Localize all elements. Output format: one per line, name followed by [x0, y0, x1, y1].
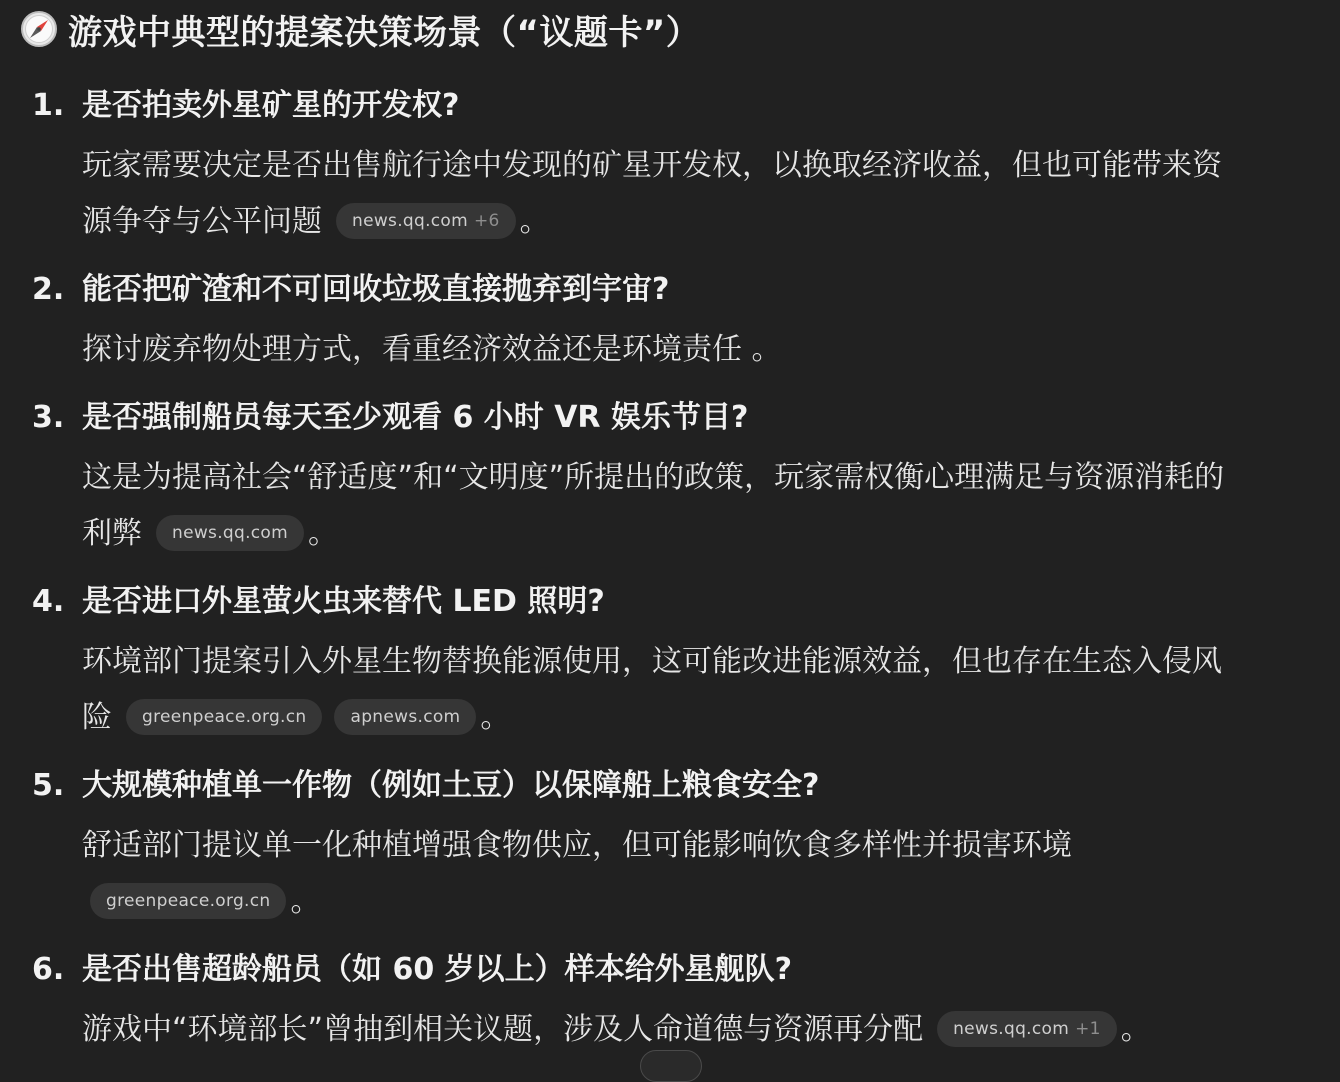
chip-label: greenpeace.org.cn: [142, 706, 307, 727]
item-description: [82, 450, 1304, 562]
sentence-end: 。: [519, 204, 550, 239]
section-heading: [20, 6, 700, 52]
scroll-to-bottom-button[interactable]: [640, 1050, 702, 1082]
chip-count: +6: [474, 210, 500, 231]
sentence-end: 。: [308, 516, 338, 551]
desc-line: 环境部门提案引入外星生物替换能源使用，这可能改进能源效益，但也存在生态入侵风: [82, 644, 1222, 679]
item-number: 3.: [32, 400, 65, 435]
chip-count: +1: [1075, 1018, 1101, 1039]
compass-icon: [20, 10, 58, 48]
desc-line: 利弊: [82, 516, 142, 551]
item-description: [82, 1002, 1304, 1058]
item-description: [82, 818, 1304, 930]
desc-line: 玩家需要决定是否出售航行途中发现的矿星开发权，以换取经济收益，但也可能带来资: [82, 148, 1222, 183]
desc-line: 这是为提高社会“舒适度”和“文明度”所提出的政策，玩家需权衡心理满足与资源消耗的: [82, 460, 1225, 495]
item-description: [82, 138, 1304, 250]
chip-label: news.qq.com: [352, 210, 468, 231]
desc-line: 舒适部门提议单一化种植增强食物供应，但可能影响饮食多样性并损害环境: [82, 828, 1072, 863]
item-number: 4.: [32, 584, 65, 619]
item-number: 1.: [32, 88, 65, 123]
item-question: 是否进口外星萤火虫来替代 LED 照明?: [82, 584, 605, 619]
item-number: 2.: [32, 272, 65, 307]
sentence-end: 。: [1120, 1012, 1151, 1047]
chip-label: news.qq.com: [172, 522, 288, 543]
item-number: 5.: [32, 768, 65, 803]
item-question: 大规模种植单一作物（例如土豆）以保障船上粮食安全?: [82, 768, 820, 803]
item-description: [82, 634, 1304, 746]
desc-line: 探讨废弃物处理方式，看重经济效益还是环境责任 。: [82, 332, 782, 367]
desc-line: 游戏中“环境部长”曾抽到相关议题，涉及人命道德与资源再分配: [82, 1012, 924, 1047]
item-number: 6.: [32, 952, 65, 987]
citation-chip[interactable]: [336, 203, 516, 239]
citation-chip[interactable]: [126, 699, 322, 735]
item-question: 是否出售超龄船员（如 60 岁以上）样本给外星舰队?: [82, 952, 793, 987]
desc-line: 源争夺与公平问题: [82, 204, 322, 239]
sentence-end: 。: [480, 700, 511, 735]
chip-label: apnews.com: [350, 706, 461, 727]
citation-chip[interactable]: [156, 515, 304, 551]
sentence-end: 。: [290, 884, 321, 919]
item-question: 是否拍卖外星矿星的开发权?: [82, 88, 460, 123]
item-description: [82, 322, 1304, 378]
citation-chip[interactable]: [937, 1011, 1117, 1047]
chip-label: news.qq.com: [953, 1018, 1070, 1039]
item-question: 是否强制船员每天至少观看 6 小时 VR 娱乐节目?: [82, 400, 749, 435]
desc-line: 险: [82, 700, 112, 735]
citation-chip[interactable]: [90, 883, 286, 919]
chip-label: greenpeace.org.cn: [106, 890, 271, 911]
item-question: 能否把矿渣和不可回收垃圾直接抛弃到宇宙?: [82, 272, 670, 307]
citation-chip[interactable]: [334, 699, 476, 735]
page-title: 游戏中典型的提案决策场景（“议题卡”）: [68, 12, 701, 53]
